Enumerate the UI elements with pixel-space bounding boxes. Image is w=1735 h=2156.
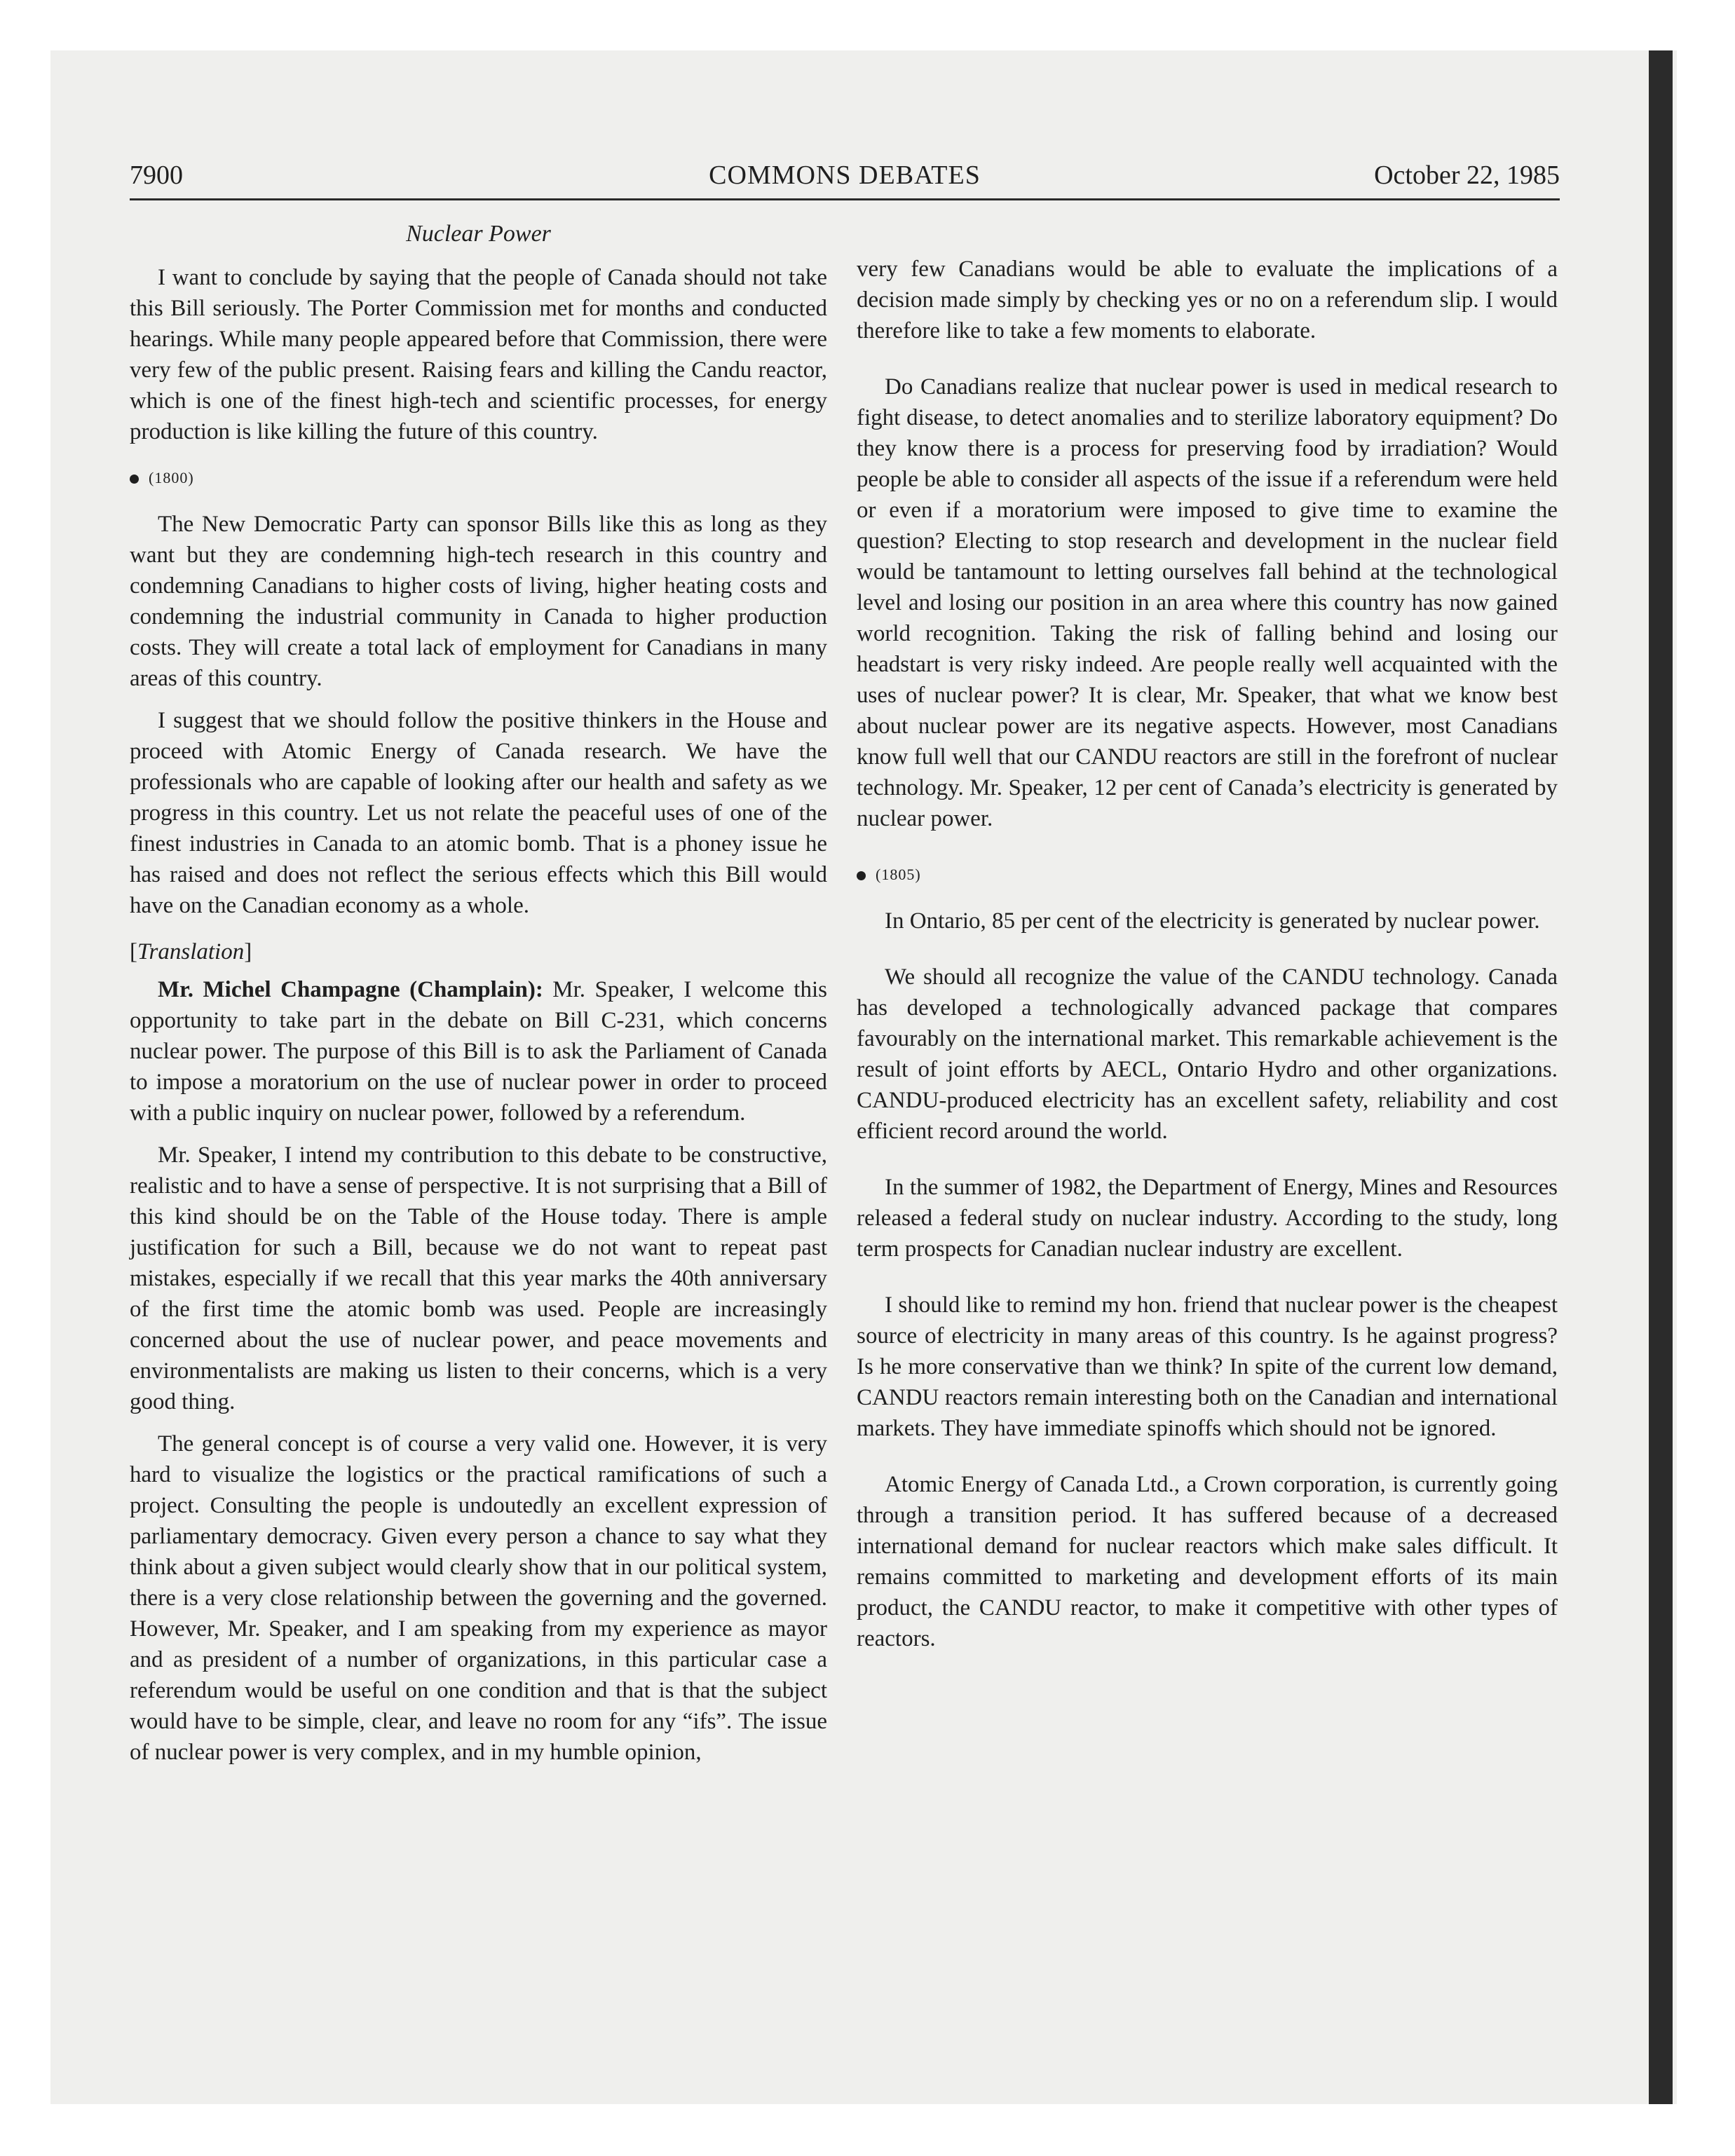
bullet-dot	[130, 475, 139, 484]
right-column	[857, 254, 1558, 1679]
time-marker-label: (1805)	[876, 866, 921, 883]
speaker-paragraph	[130, 974, 827, 1128]
paragraph: Atomic Energy of Canada Ltd., a Crown corporation, is currently going through a transition period. It has suffered because of a decreased international demand for nuclear reactors which make sales difficult. It remains committed to marketing and development efforts of its main product, the CANDU reactor, to make it competitive with other types of reactors.	[857, 1472, 1558, 1651]
page-number: 7900	[130, 161, 183, 190]
paragraph: We should all recognize the value of the CANDU technology. Canada has developed a technologically advanced package that compares favourably on the international market. This remarkable achievement is the result of joint efforts by AECL, Ontario Hydro and other organizations. CANDU-produced electricity has an excellent safety, reliability and cost efficient record around the world.	[857, 964, 1558, 1144]
translation-label: [Translation]	[130, 939, 252, 964]
paragraph: Do Canadians realize that nuclear power is used in medical research to fight disease, to detect anomalies and to sterilize laboratory equipment? Do they know there is a process for preserving food by irradiation? Would people be able to consider all aspects of the issue if a referendum were held or even if a moratorium were imposed to give time to examine the question? Electing to stop research and development in the nuclear field would be tantamount to letting ourselves fall behind at the technological level and losing our position in an area where this country has now gained world recognition. Taking the risk of falling behind and losing our headstart is very risky indeed. Are people really well acquainted with the uses of nuclear power? It is clear, Mr. Speaker, that what we know best about nuclear power are its negative aspects. However, most Canadians know full well that our CANDU reactors are still in the forefront of nuclear technology. Mr. Speaker, 12 per cent of Canada’s electricity is generated by nuclear power.	[857, 374, 1558, 831]
paragraph: I suggest that we should follow the positive thinkers in the House and proceed with Atomic Energy of Canada research. We have the professionals who are capable of looking after our health and safety as we progress in this country. Let us not relate the peaceful uses of one of the finest industries in Canada to an atomic bomb. That is a phoney issue he has raised and does not reflect the serious effects which this Bill would have on the Canadian economy as a whole.	[130, 708, 827, 918]
speaker-name: Mr. Michel Champagne (Champlain):	[158, 977, 543, 1002]
paragraph-text: Mr. Speaker, I welcome this opportunity to take part in the debate on Bill C-231, which concerns nuclear power. The purpose of this Bill is to ask the Parliament of Canada to impose a moratorium on the use of nuclear power in order to proceed with a public inquiry on nuclear power, followed by a referendum.	[130, 977, 827, 1126]
paragraph: In the summer of 1982, the Department of Energy, Mines and Resources released a federal study on nuclear industry. According to the study, long term prospects for Canadian nuclear industry are excellent.	[857, 1175, 1558, 1262]
time-marker	[857, 859, 1558, 890]
paragraph: I should like to remind my hon. friend that nuclear power is the cheapest source of electricity in many areas of this country. Is he against progress? Is he more conservative than we think? In spite of the current low demand, CANDU reactors remain interesting both on the Canadian and international markets. They have immediate spinoffs which should not be ignored.	[857, 1292, 1558, 1441]
time-marker-label: (1800)	[149, 469, 194, 486]
paragraph: The general concept is of course a very valid one. However, it is very hard to visualize the logistics or the practical ramifications of such a project. Consulting the people is undoutedly an excellent expression of parliamentary democracy. Given every person a chance to say what they think about a given subject would clearly show that in our political system, there is a very close relationship between the governing and the governed. However, Mr. Speaker, and I am speaking from my experience as mayor and as president of a number of organizations, in this particular case a referendum would be useful on one condition and that is that the subject would have to be simple, clear, and leave no room for any “ifs”. The issue of nuclear power is very complex, and in my humble opinion,	[130, 1431, 827, 1765]
paragraph: very few Canadians would be able to evaluate the implications of a decision made simply by checking yes or no on a referendum slip. I would therefore like to take a few moments to elaborate.	[857, 257, 1558, 343]
paragraph: I want to conclude by saying that the people of Canada should not take this Bill seriously. The Porter Commission met for months and conducted hearings. While many people appeared before that Commission, there were very few of the public present. Raising fears and killing the Candu reactor, which is one of the finest high-tech and scientific processes, for energy production is like killing the future of this country.	[130, 265, 827, 444]
bullet-dot	[857, 871, 866, 880]
publication-date: October 22, 1985	[1374, 161, 1560, 190]
page-header	[130, 160, 1560, 196]
time-marker	[130, 463, 827, 493]
left-column	[130, 219, 827, 1779]
header-rule	[130, 198, 1560, 200]
paragraph: The New Democratic Party can sponsor Bills like this as long as they want but they are condemning high-tech research in this country and condemning Canadians to higher costs of living, higher heating costs and condemning the industrial community in Canada to higher production costs. They will create a total lack of employment for Canadians in many areas of this country.	[130, 512, 827, 691]
scan-edge-bar	[1649, 50, 1673, 2104]
section-heading: Nuclear Power	[406, 221, 551, 247]
publication-title: COMMONS DEBATES	[709, 161, 981, 190]
translation-text: Translation	[137, 939, 245, 964]
paragraph: Mr. Speaker, I intend my contribution to this debate to be constructive, realistic and to have a sense of perspective. It is not surprising that a Bill of this kind should be on the Table of the House today. There is ample justification for such a Bill, because we do not want to repeat past mistakes, especially if we recall that this year marks the 40th anniversary of the first time the atomic bomb was used. People are increasingly concerned about the use of nuclear power, and peace movements and environmentalists are making us listen to their concerns, which is a very good thing.	[130, 1142, 827, 1414]
paragraph: In Ontario, 85 per cent of the electricity is generated by nuclear power.	[885, 908, 1540, 934]
